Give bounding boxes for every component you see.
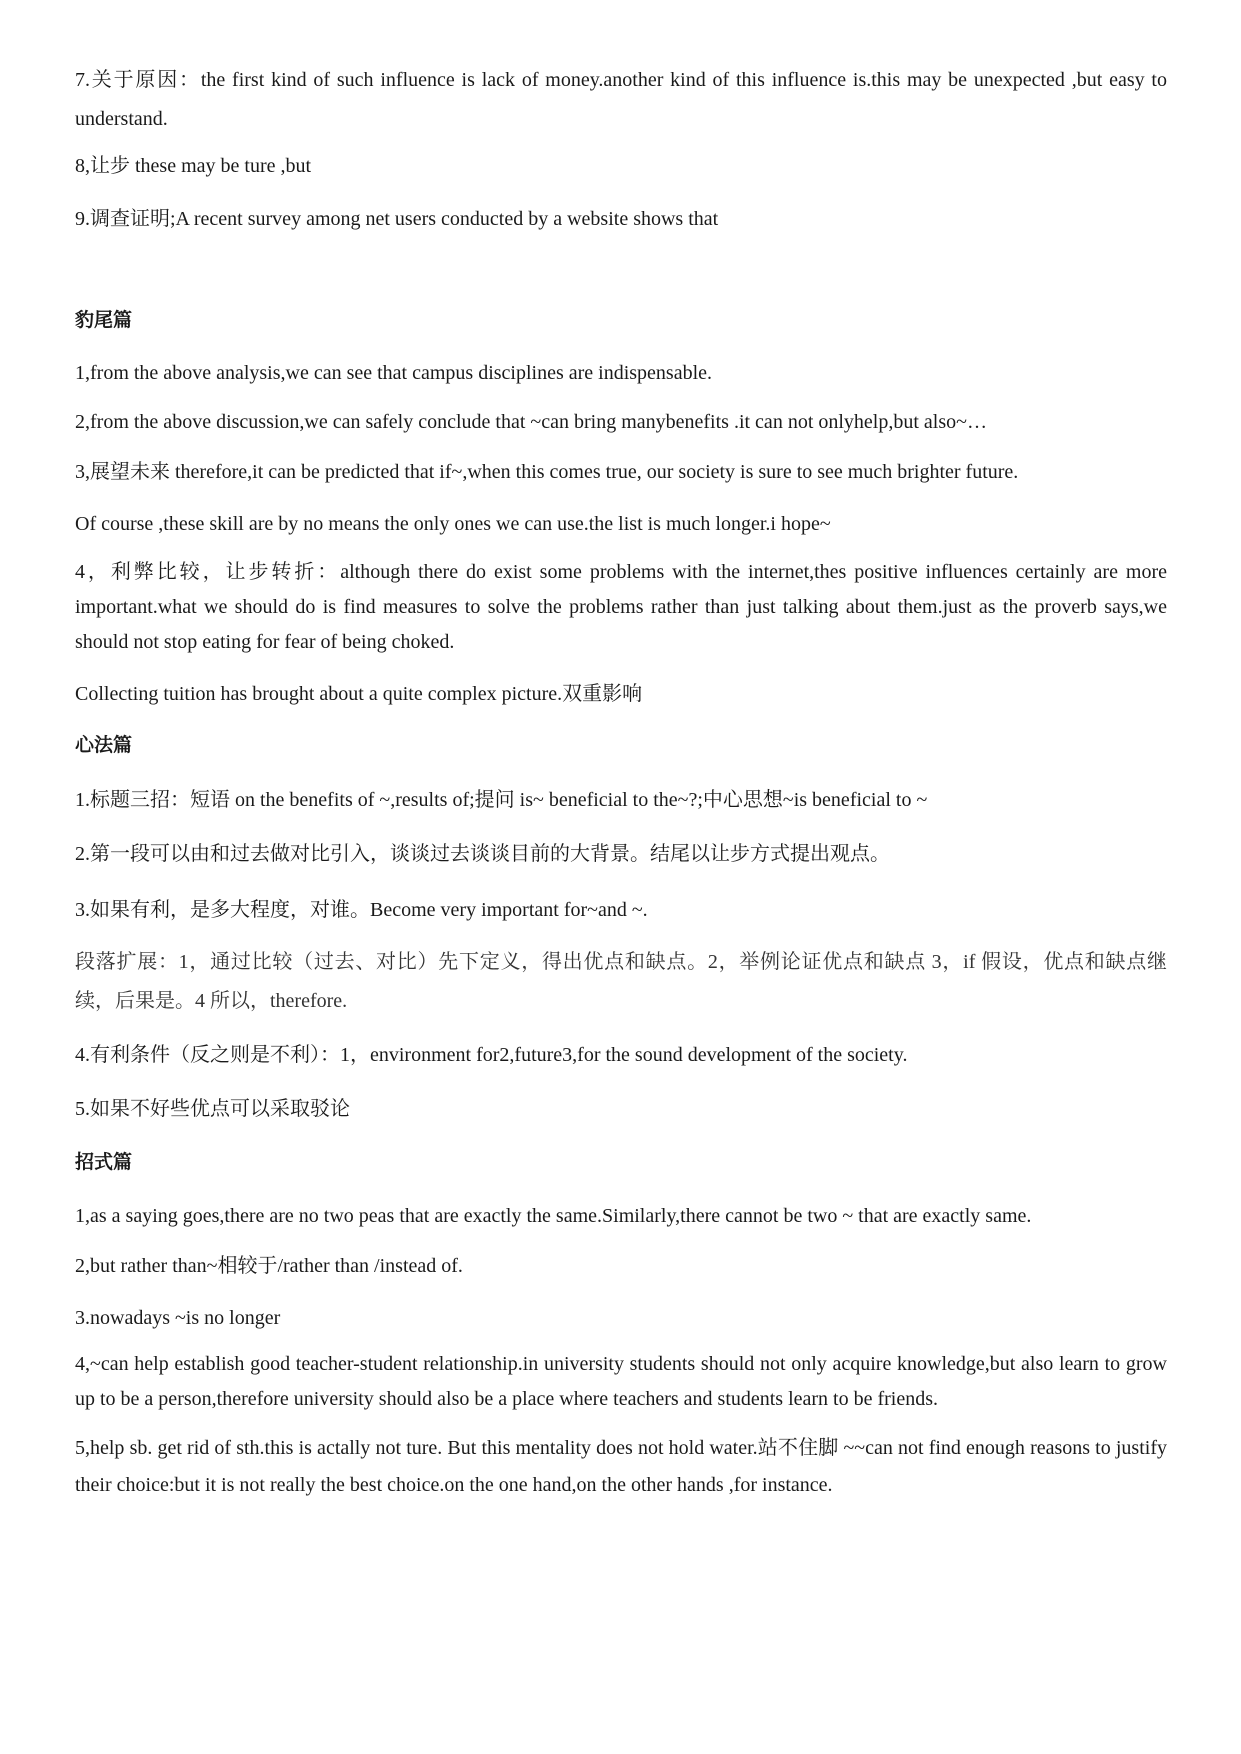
paragraph-baowei-4: 4，利弊比较，让步转折：although there do exist some problems with the internet,thes positive influences certainly are more important.what we should do is find measures to solve the problems rather than just talking about them.just as the proverb says,we should not stop eating for fear of being choked. (75, 561, 1167, 653)
paragraph-baowei-1: 1,from the above analysis,we can see that campus disciplines are indispensable. (75, 362, 713, 384)
paragraph-zhaoshi-2: 2,but rather than~相较于/rather than /instead of. (75, 1255, 463, 1277)
paragraph-item-7: 7.关于原因：the first kind of such influence is lack of money.another kind of this influence is.this may be unexpected ,but easy to understand. (75, 69, 1167, 130)
paragraph-baowei-2: 2,from the above discussion,we can safely conclude that ~can bring manybenefits .it can not onlyhelp,but also~… (75, 411, 987, 433)
paragraph-zhaoshi-1: 1,as a saying goes,there are no two peas that are exactly the same.Similarly,there cannot be two ~ that are exactly same. (75, 1205, 1032, 1227)
paragraph-zhaoshi-3: 3.nowadays ~is no longer (75, 1307, 281, 1329)
section-heading-baowei: 豹尾篇 (75, 310, 133, 331)
paragraph-baowei-3b: Of course ,these skill are by no means the only ones we can use.the list is much longer.i hope~ (75, 513, 831, 535)
paragraph-item-8: 8,让步 these may be ture ,but (75, 155, 312, 177)
paragraph-baowei-3: 3,展望未来 therefore,it can be predicted that if~,when this comes true, our society is sure to see much brighter future. (75, 461, 1019, 483)
paragraph-xinfa-3: 3.如果有利，是多大程度，对谁。Become very important for~and ~. (75, 899, 648, 921)
section-heading-xinfa: 心法篇 (75, 735, 133, 756)
paragraph-zhaoshi-4: 4,~can help establish good teacher-student relationship.in university students should not only acquire knowledge,but also learn to grow up to be a person,therefore university should also be a place where teachers and students learn to be friends. (75, 1353, 1167, 1410)
section-heading-zhaoshi: 招式篇 (75, 1152, 133, 1173)
paragraph-xinfa-expand: 段落扩展：1，通过比较（过去、对比）先下定义，得出优点和缺点。2，举例论证优点和缺点 3，if 假设，优点和缺点继续，后果是。4 所以，therefore. (75, 951, 1167, 1012)
paragraph-xinfa-4: 4.有利条件（反之则是不利）：1，environment for2,future3,for the sound development of the society. (75, 1044, 908, 1066)
paragraph-baowei-4b: Collecting tuition has brought about a quite complex picture.双重影响 (75, 683, 643, 705)
paragraph-item-9: 9.调查证明;A recent survey among net users conducted by a website shows that (75, 208, 719, 230)
paragraph-xinfa-2: 2.第一段可以由和过去做对比引入，谈谈过去谈谈目前的大背景。结尾以让步方式提出观点。 (75, 843, 890, 865)
paragraph-zhaoshi-5: 5,help sb. get rid of sth.this is actally not ture. But this mentality does not hold water.站不住脚 ~~can not find enough reasons to justify their choice:but it is not really the best choice.on the one hand,on the other hands ,for instance. (75, 1437, 1167, 1496)
paragraph-xinfa-1: 1.标题三招：短语 on the benefits of ~,results of;提问 is~ beneficial to the~?;中心思想~is beneficial to ~ (75, 789, 928, 811)
paragraph-xinfa-5: 5.如果不好些优点可以采取驳论 (75, 1098, 350, 1120)
